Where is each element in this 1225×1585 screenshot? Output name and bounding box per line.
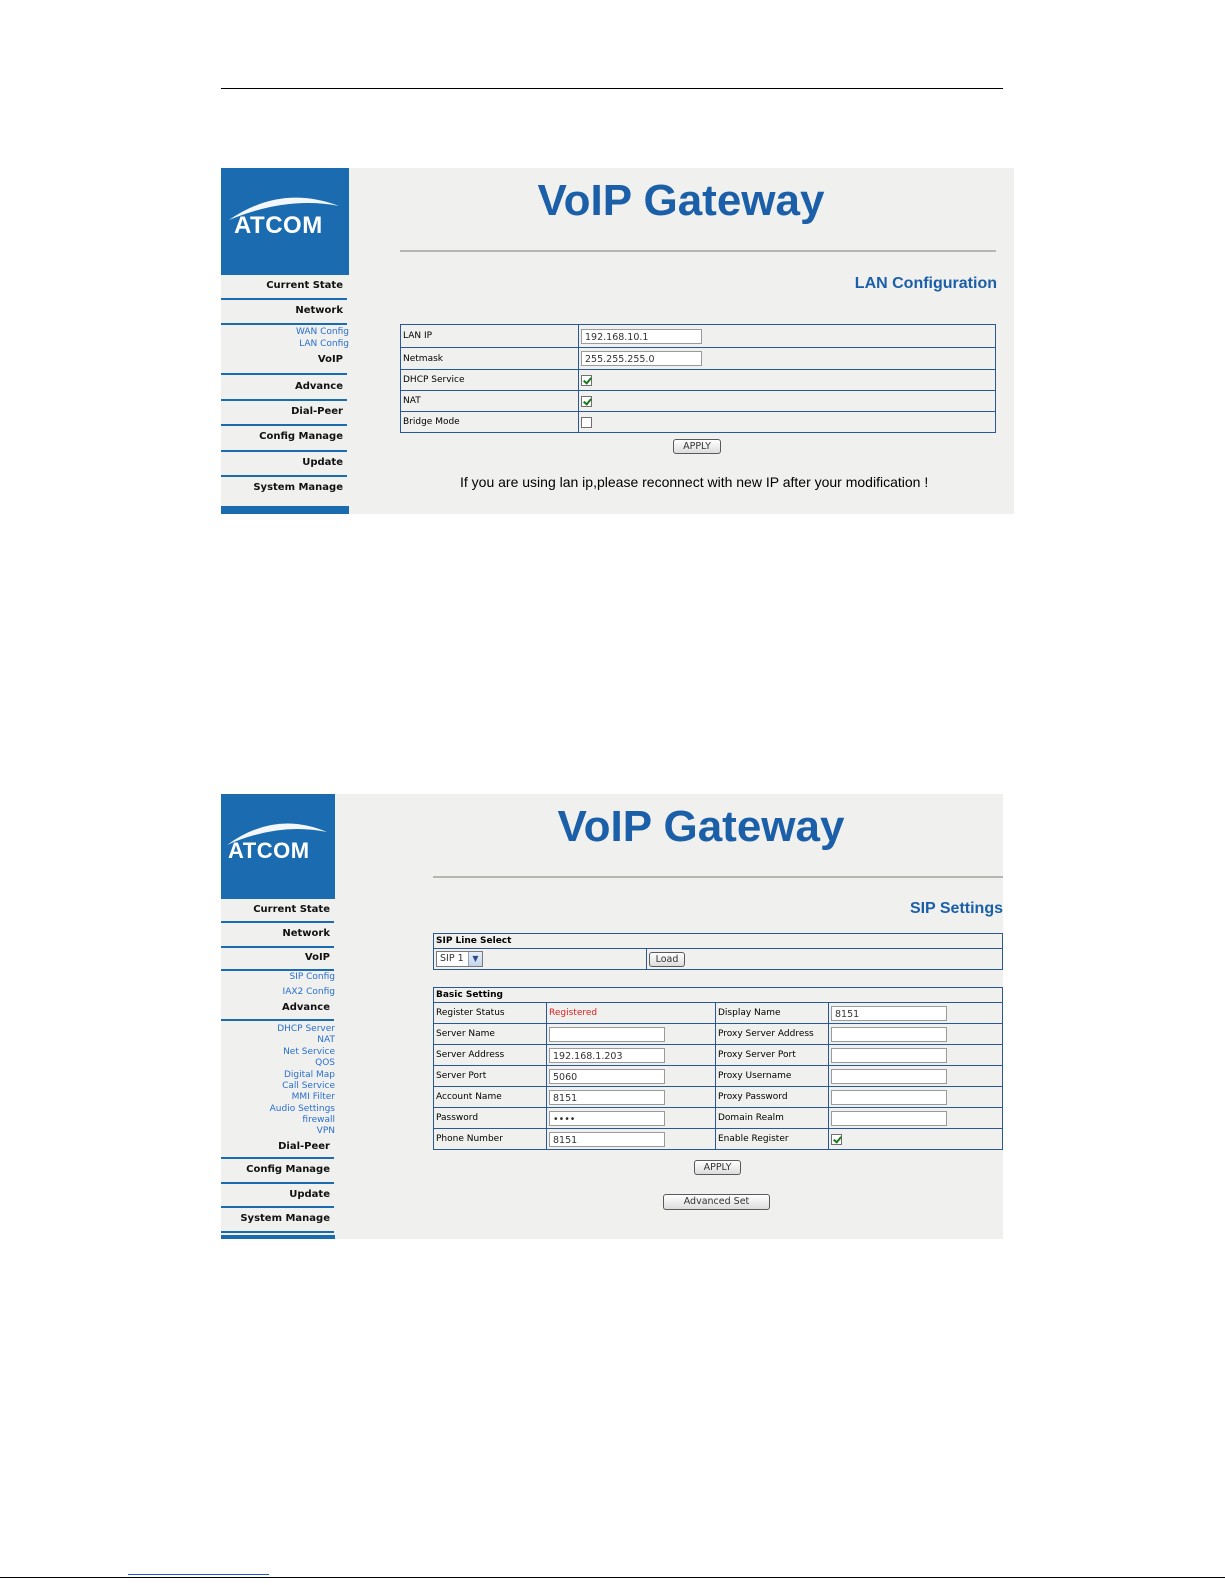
submenu-nat[interactable]: NAT (317, 1035, 335, 1045)
submenu-firewall[interactable]: firewall (302, 1115, 335, 1125)
table-row (434, 1003, 1003, 1024)
table-row (434, 1129, 1003, 1150)
server-name-label: Server Name (434, 1024, 547, 1045)
menu-system-manage[interactable]: System Manage (253, 482, 343, 493)
table-row (401, 325, 996, 348)
atcom-logo (221, 794, 335, 899)
section-title: SIP Settings (909, 900, 1003, 917)
bridge-mode-cell (579, 412, 996, 433)
submenu-audio-settings[interactable]: Audio Settings (269, 1104, 335, 1114)
load-button[interactable]: Load (649, 952, 685, 967)
sip-line-dropdown-value: SIP 1 (440, 953, 464, 964)
menu-network[interactable]: Network (221, 300, 347, 325)
lan-ip-input[interactable]: 192.168.10.1 (581, 329, 702, 344)
server-port-cell (547, 1066, 716, 1087)
enable-register-label: Enable Register (716, 1129, 829, 1150)
table-row (434, 949, 1003, 970)
nat-label: NAT (401, 391, 579, 412)
table-row (401, 348, 996, 370)
sip-line-dropdown[interactable] (436, 951, 483, 967)
submenu-vpn[interactable]: VPN (316, 1126, 335, 1136)
lan-ip-cell (579, 325, 996, 348)
server-name-cell (547, 1024, 716, 1045)
register-status-label: Register Status (434, 1003, 547, 1024)
proxy-password-input[interactable] (831, 1090, 947, 1105)
table-row (434, 1108, 1003, 1129)
section-title: LAN Configuration (854, 275, 997, 292)
menu-update[interactable]: Update (221, 452, 347, 477)
netmask-cell (579, 348, 996, 370)
phone-number-input[interactable]: 8151 (549, 1132, 665, 1147)
netmask-input[interactable]: 255.255.255.0 (581, 351, 702, 366)
apply-button[interactable]: APPLY (673, 439, 721, 454)
menu-system-manage[interactable]: System Manage (221, 1208, 334, 1233)
domain-realm-cell (829, 1108, 1003, 1129)
submenu-mmi-filter[interactable]: MMI Filter (291, 1092, 335, 1102)
logo-text: ATCOM (228, 838, 310, 863)
menu-advance[interactable]: Advance (221, 375, 347, 401)
display-name-label: Display Name (716, 1003, 829, 1024)
basic-setting-header: Basic Setting (434, 988, 1003, 1003)
netmask-label: Netmask (401, 348, 579, 370)
sidebar-footer-bar (221, 1235, 335, 1239)
submenu-call-service[interactable]: Call Service (282, 1081, 335, 1091)
apply-button[interactable]: APPLY (694, 1160, 741, 1175)
bridge-mode-checkbox[interactable] (581, 417, 592, 428)
server-port-label: Server Port (434, 1066, 547, 1087)
menu-dial-peer[interactable]: Dial-Peer (221, 1137, 334, 1159)
submenu-sip-config[interactable]: SIP Config (289, 972, 335, 982)
page-header-rule (221, 88, 1003, 89)
menu-voip[interactable]: VoIP (221, 351, 347, 375)
enable-register-checkbox[interactable] (831, 1134, 842, 1145)
basic-setting-table (433, 987, 1003, 1150)
proxy-username-input[interactable] (831, 1069, 947, 1084)
load-cell (647, 949, 1003, 970)
menu-current-state[interactable]: Current State (221, 899, 334, 923)
menu-dial-peer[interactable]: Dial-Peer (221, 401, 347, 426)
sidebar-footer-bar (221, 506, 349, 514)
table-row (434, 934, 1003, 949)
app-title: VoIP Gateway (537, 176, 825, 225)
enable-register-cell (829, 1129, 1003, 1150)
nat-cell (579, 391, 996, 412)
table-row (434, 1045, 1003, 1066)
display-name-cell (829, 1003, 1003, 1024)
menu-current-state[interactable]: Current State (221, 275, 347, 300)
sidebar (221, 168, 349, 514)
chevron-down-icon[interactable]: ▼ (468, 952, 482, 966)
title-divider (433, 876, 1003, 878)
lan-config-table (400, 324, 996, 433)
server-name-input[interactable] (549, 1027, 665, 1042)
atcom-logo (221, 168, 349, 275)
nat-checkbox[interactable] (581, 396, 592, 407)
sip-line-select-cell (434, 949, 647, 970)
proxy-server-address-cell (829, 1024, 1003, 1045)
menu-advance[interactable]: Advance (221, 999, 334, 1021)
submenu-net-service[interactable]: Net Service (283, 1047, 335, 1057)
sip-settings-screenshot (221, 794, 1003, 1239)
proxy-username-cell (829, 1066, 1003, 1087)
password-input[interactable]: •••• (549, 1111, 665, 1126)
dhcp-service-cell (579, 370, 996, 391)
proxy-server-port-label: Proxy Server Port (716, 1045, 829, 1066)
sidebar (221, 794, 335, 1239)
password-cell (547, 1108, 716, 1129)
reconnect-notice: If you are using lan ip,please reconnect with new IP after your modification ! (460, 474, 929, 490)
table-row (401, 391, 996, 412)
table-row (434, 988, 1003, 1003)
submenu-lan-config[interactable]: LAN Config (299, 339, 349, 349)
proxy-server-address-label: Proxy Server Address (716, 1024, 829, 1045)
dhcp-service-checkbox[interactable] (581, 375, 592, 386)
server-address-label: Server Address (434, 1045, 547, 1066)
sip-line-select-table (433, 933, 1003, 970)
submenu-qos[interactable]: QOS (315, 1058, 335, 1068)
account-name-label: Account Name (434, 1087, 547, 1108)
account-name-input[interactable]: 8151 (549, 1090, 665, 1105)
menu-config-manage[interactable]: Config Manage (221, 1159, 334, 1184)
account-name-cell (547, 1087, 716, 1108)
domain-realm-input[interactable] (831, 1111, 947, 1126)
table-row (434, 1066, 1003, 1087)
table-row (401, 370, 996, 391)
phone-number-label: Phone Number (434, 1129, 547, 1150)
proxy-username-label: Proxy Username (716, 1066, 829, 1087)
submenu-dhcp-server[interactable]: DHCP Server (277, 1024, 335, 1034)
advanced-set-button[interactable]: Advanced Set (663, 1194, 770, 1210)
proxy-server-port-input[interactable] (831, 1048, 947, 1063)
lan-ip-label: LAN IP (401, 325, 579, 348)
domain-realm-label: Domain Realm (716, 1108, 829, 1129)
menu-network[interactable]: Network (221, 923, 334, 948)
table-row (434, 1087, 1003, 1108)
table-row (401, 412, 996, 433)
submenu-iax2-config[interactable]: IAX2 Config (282, 987, 335, 997)
submenu-wan-config[interactable]: WAN Config (295, 327, 349, 337)
lan-config-screenshot (221, 168, 1014, 514)
table-row (434, 1024, 1003, 1045)
submenu-digital-map[interactable]: Digital Map (283, 1070, 335, 1080)
display-name-input[interactable]: 8151 (831, 1006, 947, 1021)
proxy-password-label: Proxy Password (716, 1087, 829, 1108)
footer-link-underline (128, 1574, 269, 1575)
logo-text: ATCOM (234, 212, 323, 239)
proxy-password-cell (829, 1087, 1003, 1108)
dhcp-service-label: DHCP Service (401, 370, 579, 391)
menu-voip[interactable]: VoIP (221, 948, 334, 971)
app-title: VoIP Gateway (557, 802, 845, 851)
sip-line-select-header: SIP Line Select (434, 934, 1003, 949)
menu-config-manage[interactable]: Config Manage (221, 426, 347, 452)
server-port-input[interactable]: 5060 (549, 1069, 665, 1084)
title-divider (400, 250, 996, 252)
phone-number-cell (547, 1129, 716, 1150)
proxy-server-address-input[interactable] (831, 1027, 947, 1042)
proxy-server-port-cell (829, 1045, 1003, 1066)
bridge-mode-label: Bridge Mode (401, 412, 579, 433)
register-status-value: Registered (547, 1003, 716, 1024)
server-address-input[interactable]: 192.168.1.203 (549, 1048, 665, 1063)
server-address-cell (547, 1045, 716, 1066)
password-label: Password (434, 1108, 547, 1129)
menu-update[interactable]: Update (221, 1184, 334, 1208)
page-footer-rule (0, 1577, 1225, 1578)
